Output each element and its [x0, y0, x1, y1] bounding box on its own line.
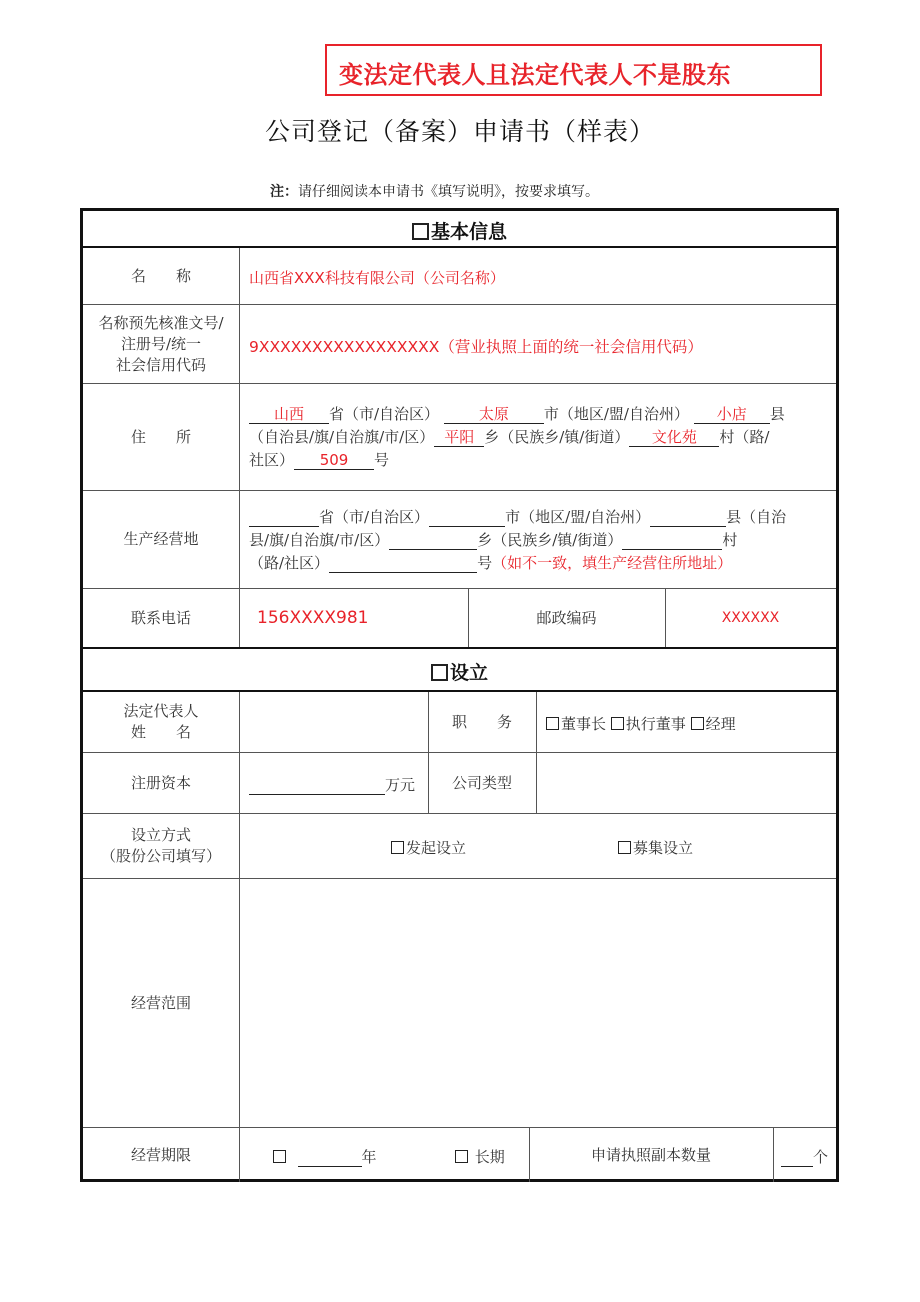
company-type-input[interactable] — [537, 753, 836, 813]
address-suffix: 社区） — [249, 451, 295, 469]
position-option[interactable] — [611, 715, 686, 733]
phone-label: 联系电话 — [130, 608, 191, 627]
copies-input[interactable] — [781, 1148, 813, 1167]
position-option-label: 董事长 — [561, 715, 607, 733]
checkbox-icon — [546, 717, 559, 730]
capital-field — [249, 774, 415, 795]
address-suffix: 省（市/自治区） — [319, 508, 430, 526]
business-village-blank[interactable] — [622, 531, 722, 550]
address-suffix: 市（地区/盟/自治州） — [505, 508, 651, 526]
phone-value[interactable]: 156XXXX981 — [257, 608, 369, 628]
checkbox-icon — [455, 1150, 468, 1163]
checkbox-icon — [618, 841, 631, 854]
capital-label: 注册资本 — [130, 773, 191, 792]
term-year-unit: 年 — [361, 1148, 377, 1166]
capital-input[interactable] — [249, 776, 385, 795]
position-option-label: 经理 — [705, 715, 736, 733]
copies-label: 申请执照副本数量 — [590, 1145, 711, 1164]
address-suffix: （自治县/旗/自治旗/市/区） — [249, 428, 435, 446]
business-place-label: 生产经营地 — [123, 530, 199, 548]
business-number-blank[interactable] — [329, 554, 477, 573]
residence-label: 住 所 — [130, 427, 191, 446]
term-years-input[interactable] — [298, 1148, 362, 1167]
method-option-promoter[interactable] — [391, 837, 466, 858]
postcode-value[interactable]: XXXXXX — [721, 609, 780, 626]
address-suffix: 县 — [769, 405, 785, 423]
position-option-label: 执行董事 — [625, 715, 686, 733]
section-establish-header — [83, 658, 836, 685]
address-suffix: 市（地区/盟/自治州） — [543, 405, 689, 423]
postcode-label: 邮政编码 — [536, 608, 597, 627]
scope-input[interactable] — [240, 879, 836, 1127]
method-option-offering[interactable] — [618, 837, 693, 858]
address-suffix: 乡（民族乡/镇/街道） — [477, 531, 623, 549]
copies-field — [781, 1146, 828, 1167]
business-place-address — [249, 506, 833, 575]
scenario-banner — [325, 44, 822, 96]
name-label: 名 称 — [130, 266, 191, 285]
checkbox-icon — [391, 841, 404, 854]
term-long-label: 长期 — [474, 1148, 505, 1166]
position-label: 职 务 — [451, 712, 512, 731]
fill-note — [270, 181, 599, 201]
residence-address — [249, 403, 833, 472]
section-establish-checkbox[interactable] — [431, 664, 448, 681]
address-suffix: 省（市/自治区） — [329, 405, 440, 423]
address-suffix: 县/旗/自治旗/市/区） — [249, 531, 390, 549]
position-option[interactable] — [546, 715, 606, 733]
method-label-line: （股份公司填写） — [100, 847, 221, 865]
company-name-value[interactable]: 山西省XXX科技有限公司（公司名称） — [249, 269, 505, 287]
company-type-label: 公司类型 — [451, 773, 512, 792]
address-suffix: 号 — [477, 554, 493, 572]
capital-unit: 万元 — [385, 776, 416, 794]
position-option[interactable] — [691, 715, 736, 733]
residence-village[interactable]: 文化苑 — [629, 428, 719, 447]
address-suffix: 村（路/ — [719, 428, 770, 446]
position-options — [546, 713, 736, 734]
credit-code-label-line: 名称预先核准文号/ — [98, 313, 224, 332]
document-title: 公司登记（备案）申请书（样表） — [264, 117, 655, 146]
term-long-option[interactable] — [455, 1146, 505, 1167]
address-suffix: 乡（民族乡/镇/街道） — [484, 428, 630, 446]
address-suffix: 县（自治 — [726, 508, 787, 526]
business-township-blank[interactable] — [389, 531, 477, 550]
section-establish-title: 设立 — [449, 662, 488, 684]
checkbox-icon — [611, 717, 624, 730]
residence-city[interactable]: 太原 — [444, 405, 544, 424]
credit-code-label-line: 注册号/统一 — [120, 334, 202, 353]
application-form — [80, 208, 839, 1182]
business-province-blank[interactable] — [249, 508, 319, 527]
section-basic-checkbox[interactable] — [412, 223, 429, 240]
residence-county[interactable]: 小店 — [694, 405, 770, 424]
section-basic-header — [83, 217, 836, 244]
address-suffix: 村 — [722, 531, 738, 549]
residence-number[interactable]: 509 — [294, 451, 374, 470]
scope-label: 经营范围 — [130, 993, 191, 1012]
legal-rep-label-line: 姓 名 — [130, 723, 191, 741]
checkbox-icon — [273, 1150, 286, 1163]
residence-township[interactable]: 平阳 — [434, 428, 484, 447]
credit-code-value[interactable]: 9XXXXXXXXXXXXXXXXX（营业执照上面的统一社会信用代码） — [249, 338, 703, 356]
method-option-label: 发起设立 — [406, 839, 467, 857]
term-years-option[interactable] — [273, 1146, 377, 1167]
address-suffix: （路/社区） — [249, 554, 330, 572]
method-label — [83, 814, 239, 878]
scenario-banner-text: 变法定代表人且法定代表人不是股东 — [339, 61, 731, 89]
method-label-line: 设立方式 — [130, 826, 191, 844]
divider — [83, 647, 836, 649]
note-prefix: 注： — [270, 184, 298, 200]
business-place-note: （如不一致，填生产经营住所地址） — [492, 554, 733, 572]
credit-code-label-line: 社会信用代码 — [115, 355, 206, 374]
credit-code-label — [83, 305, 239, 383]
legal-rep-name-input[interactable] — [240, 692, 428, 752]
method-option-label: 募集设立 — [633, 839, 694, 857]
business-city-blank[interactable] — [429, 508, 505, 527]
address-suffix: 号 — [374, 451, 390, 469]
divider — [773, 1128, 774, 1182]
copies-unit: 个 — [813, 1148, 829, 1166]
term-label: 经营期限 — [130, 1145, 191, 1164]
checkbox-icon — [691, 717, 704, 730]
note-text: 请仔细阅读本申请书《填写说明》，按要求填写。 — [298, 184, 599, 200]
residence-province[interactable]: 山西 — [249, 405, 329, 424]
legal-rep-label — [83, 692, 239, 752]
legal-rep-label-line: 法定代表人 — [123, 702, 199, 720]
business-county-blank[interactable] — [650, 508, 726, 527]
section-basic-title: 基本信息 — [430, 221, 507, 243]
divider — [536, 692, 537, 752]
